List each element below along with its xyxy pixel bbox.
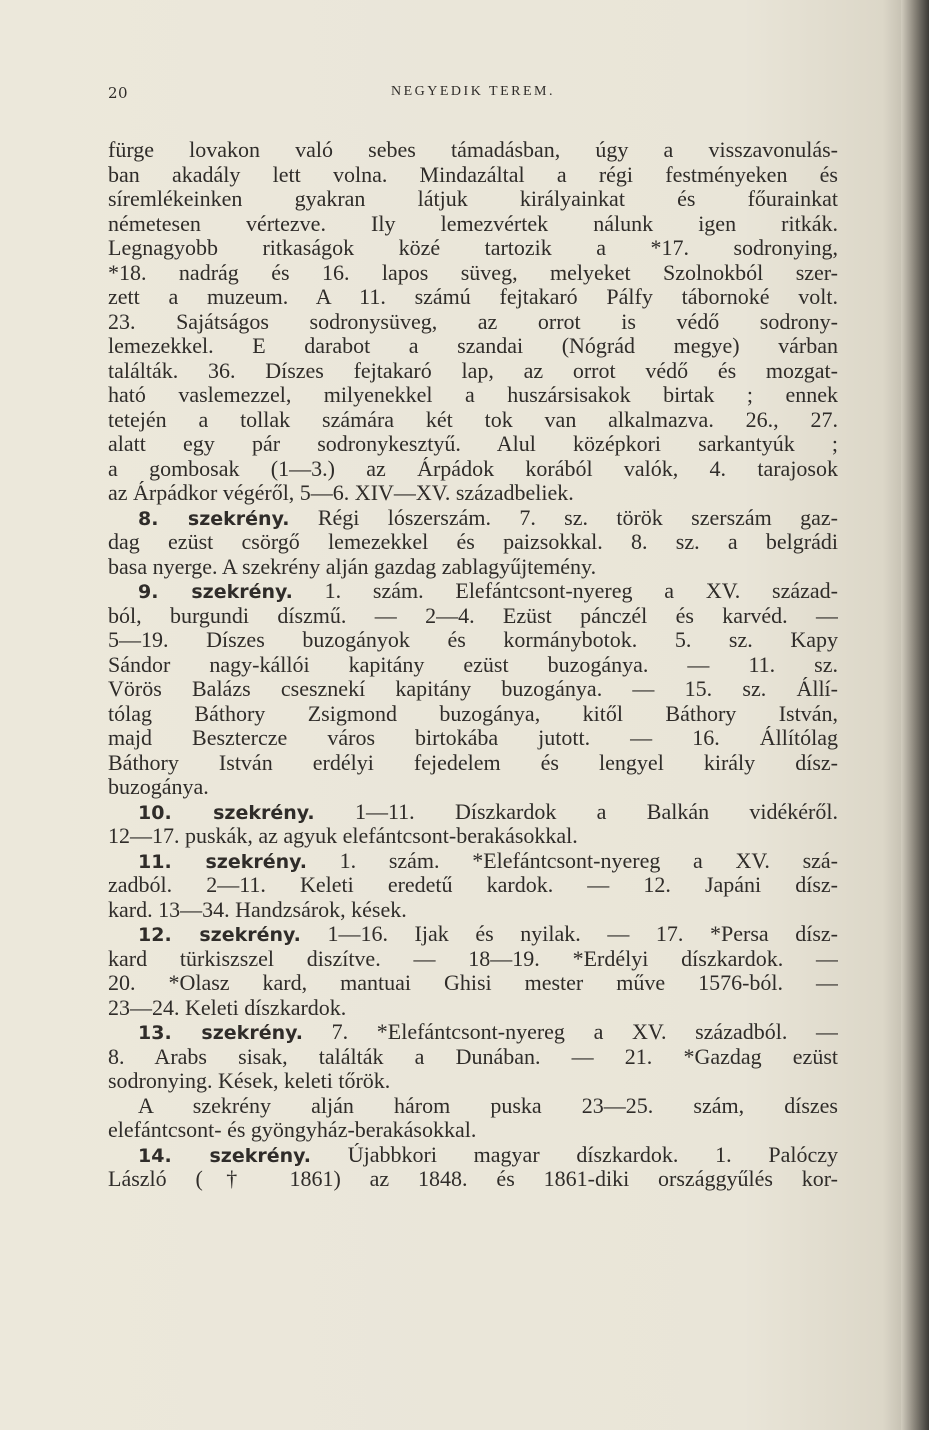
line-text: ban akadály lett volna. Mindazáltal a régi festményeken és [108,162,838,187]
line-text: Sándor nagy-kállói kapitány ezüst buzogánya. — 11. sz. [108,652,838,677]
text-line [108,996,838,1021]
line-text: elefántcsont- és gyöngyház-berakásokkal. [108,1118,477,1142]
text-line [108,604,838,629]
text-line [108,1020,838,1045]
text-line [108,579,838,604]
line-text: 23—24. Keleti díszkardok. [108,995,347,1020]
cabinet-heading: 8. szekrény. [138,507,290,530]
text-line [108,947,838,972]
text-line [108,751,838,776]
text-line [108,1167,838,1192]
line-text: kard türkiszszel diszítve. — 18—19. *Erdélyi díszkardok. — [108,946,838,971]
line-text: ható vaslemezzel, milyenekkel a huszársisakok birtak ; ennek [108,383,838,407]
text-line [108,702,838,727]
text-line [108,1094,838,1119]
text-line [108,163,838,188]
line-text: 1—11. Díszkardok a Balkán vidékéről. [314,799,838,824]
text-line [108,1069,838,1094]
cabinet-heading: 14. szekrény. [138,1144,312,1167]
line-text: basa nyerge. A szekrény alján gazdag zablagyűjtemény. [108,554,597,579]
text-line [108,898,838,923]
page-header [108,84,838,108]
text-line [108,310,838,335]
line-text: Régi lószerszám. 7. sz. török szerszám gaz- [289,505,838,530]
cabinet-heading: 12. szekrény. [138,924,301,946]
text-line [108,457,838,482]
line-text: a gombosak (1—3.) az Árpádok korából valók, 4. tarajosok [108,456,838,481]
line-text: ból, burgundi díszmű. — 2—4. Ezüst pánczél és karvéd. — [108,603,838,628]
text-line [108,334,838,359]
line-text: 20. *Olasz kard, mantuai Ghisi mester műve 1576-ból. — [108,971,838,995]
running-head: NEGYEDIK TEREM. [390,84,555,99]
line-text: fürge lovakon való sebes támadásban, úgy a visszavonulás- [108,138,838,162]
line-text: A szekrény alján három puska 23—25. szám, díszes [138,1093,838,1118]
line-text: dag ezüst csörgő lemezekkel és paizsokkal. 8. sz. a belgrádi [108,530,838,554]
line-text: *18. nadrág és 16. lapos süveg, melyeket Szolnokból szer- [108,260,838,285]
line-text: Újabbkori magyar díszkardok. 1. Palóczy [311,1142,838,1167]
text-line [108,726,838,751]
line-text: 1. szám. Elefántcsont-nyereg a XV. század- [292,579,838,603]
text-line [108,800,838,825]
cabinet-heading: 11. szekrény. [138,850,307,873]
line-text: tólag Báthory Zsigmond buzogánya, kitől Báthory István, [108,701,838,726]
text-line [108,922,838,947]
line-text: 23. Sajátságos sodronysüveg, az orrot is védő sodrony- [108,309,838,334]
text-line [108,1045,838,1070]
line-text: 1—16. Ijak és nyilak. — 17. *Persa dísz- [300,922,838,946]
text-line [108,212,838,237]
line-text: 12—17. puskák, az agyuk elefántcsont-berakásokkal. [108,824,578,848]
text-line [108,824,838,849]
text-line [108,187,838,212]
cabinet-heading: 13. szekrény. [138,1022,303,1044]
text-line [108,775,838,800]
line-text: találták. 36. Díszes fejtakaró lap, az orrot védő és mozgat- [108,358,838,383]
text-line [108,849,838,874]
line-text: Vörös Balázs csesznekí kapitány buzogánya. — 15. sz. Állí- [108,677,838,701]
line-text: tetején a tollak számára két tok van alkalmazva. 26., 27. [108,407,838,432]
line-text: 5—19. Díszes buzogányok és kormánybotok. 5. sz. Kapy [108,628,838,652]
text-line [108,432,838,457]
line-text: Legnagyobb ritkaságok közé tartozik a *17. sodronying, [108,236,838,260]
text-line [108,359,838,384]
text-line [108,1118,838,1143]
line-text: lemezekkel. E darabot a szandai (Nógrád megye) várban [108,334,838,358]
page-number: 20 [108,84,129,102]
line-text: alatt egy pár sodronykesztyű. Alul középkori sarkantyúk ; [108,432,838,456]
page-body-text [108,138,838,1192]
text-line [108,971,838,996]
line-text: buzogánya. [108,775,209,799]
line-text: németesen vértezve. Ily lemezvértek nálunk igen ritkák. [108,211,838,236]
text-line [108,506,838,531]
line-text: kard. 13—34. Handzsárok, kések. [108,897,407,922]
line-text: 1. szám. *Elefántcsont-nyereg a XV. szá- [306,848,838,873]
text-line [108,261,838,286]
text-line [108,653,838,678]
text-line [108,555,838,580]
text-line [108,530,838,555]
line-text: zadból. 2—11. Keleti eredetű kardok. — 12. Japáni dísz- [108,873,838,897]
text-line [108,1143,838,1168]
text-line [108,236,838,261]
line-text: László († 1861) az 1848. és 1861-diki országgyűlés kor- [108,1167,838,1191]
text-line [108,285,838,310]
line-text: sodronying. Kések, keleti tőrök. [108,1069,391,1093]
cabinet-heading: 10. szekrény. [138,801,315,824]
text-line [108,138,838,163]
line-text: 7. *Elefántcsont-nyereg a XV. századból. — [302,1020,838,1044]
line-text: síremlékeinken gyakran látjuk királyainkat és főurainkat [108,187,838,211]
book-spine-shadow [901,0,929,1430]
text-line [108,383,838,408]
text-line [108,408,838,433]
line-text: 8. Arabs sisak, találták a Dunában. — 21. *Gazdag ezüst [108,1044,838,1069]
text-line [108,873,838,898]
line-text: zett a muzeum. A 11. számú fejtakaró Pálfy tábornoké volt. [108,285,838,309]
cabinet-heading: 9. szekrény. [138,581,293,603]
text-line [108,628,838,653]
text-line [108,677,838,702]
line-text: majd Besztercze város birtokába jutott. — 16. Állítólag [108,726,838,750]
text-line [108,481,838,506]
line-text: Báthory István erdélyi fejedelem és lengyel király dísz- [108,750,838,775]
line-text: az Árpádkor végéről, 5—6. XIV—XV. századbeliek. [108,481,574,505]
